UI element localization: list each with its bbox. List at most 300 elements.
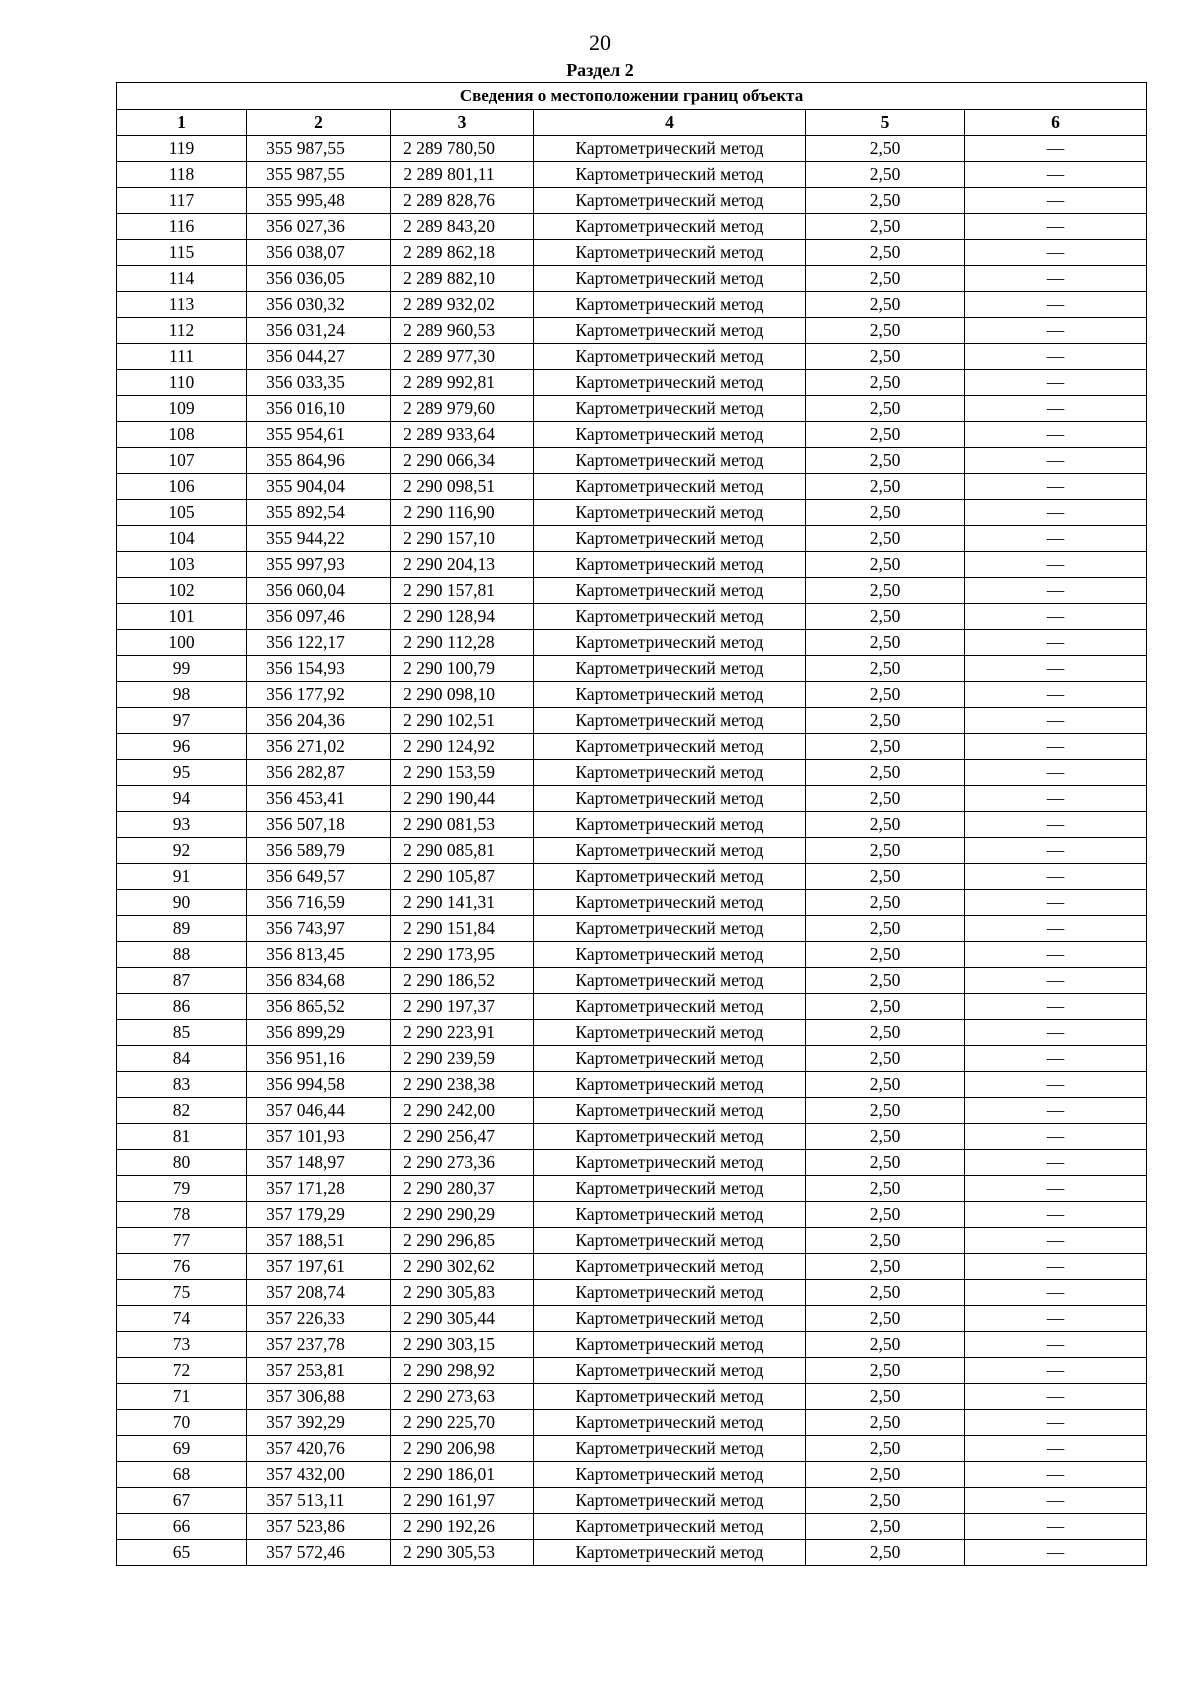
table-row [117, 1124, 1147, 1150]
point-number-cell: 117 [117, 188, 247, 214]
table-row [117, 942, 1147, 968]
accuracy-cell: 2,50 [806, 1254, 965, 1280]
x-coordinate-cell: 356 204,36 [247, 708, 391, 734]
point-number-cell: 83 [117, 1072, 247, 1098]
point-number-cell: 87 [117, 968, 247, 994]
description-cell: — [965, 1462, 1147, 1488]
description-cell: — [965, 1332, 1147, 1358]
x-coordinate-cell: 356 589,79 [247, 838, 391, 864]
table-row [117, 136, 1147, 162]
x-coordinate-cell: 355 997,93 [247, 552, 391, 578]
table-row [117, 1228, 1147, 1254]
point-number-cell: 69 [117, 1436, 247, 1462]
table-body [117, 83, 1147, 1566]
point-number-cell: 106 [117, 474, 247, 500]
x-coordinate-cell: 357 420,76 [247, 1436, 391, 1462]
table-row [117, 578, 1147, 604]
page-number: 20 [589, 30, 611, 55]
method-cell: Картометрический метод [534, 526, 806, 552]
point-number-cell: 104 [117, 526, 247, 552]
method-cell: Картометрический метод [534, 1124, 806, 1150]
method-cell: Картометрический метод [534, 760, 806, 786]
point-number-cell: 115 [117, 240, 247, 266]
y-coordinate-cell: 2 290 098,51 [391, 474, 534, 500]
y-coordinate-cell: 2 290 112,28 [391, 630, 534, 656]
method-cell: Картометрический метод [534, 1046, 806, 1072]
accuracy-cell: 2,50 [806, 1020, 965, 1046]
accuracy-cell: 2,50 [806, 916, 965, 942]
point-number-cell: 73 [117, 1332, 247, 1358]
point-number-cell: 101 [117, 604, 247, 630]
description-cell: — [965, 1488, 1147, 1514]
table-row [117, 916, 1147, 942]
table-row [117, 500, 1147, 526]
description-cell: — [965, 1436, 1147, 1462]
x-coordinate-cell: 356 865,52 [247, 994, 391, 1020]
description-cell: — [965, 1072, 1147, 1098]
accuracy-cell: 2,50 [806, 292, 965, 318]
description-cell: — [965, 1228, 1147, 1254]
method-cell: Картометрический метод [534, 942, 806, 968]
x-coordinate-cell: 357 197,61 [247, 1254, 391, 1280]
accuracy-cell: 2,50 [806, 474, 965, 500]
x-coordinate-cell: 356 743,97 [247, 916, 391, 942]
x-coordinate-cell: 356 097,46 [247, 604, 391, 630]
table-row [117, 1254, 1147, 1280]
table-row [117, 474, 1147, 500]
method-cell: Картометрический метод [534, 994, 806, 1020]
point-number-cell: 105 [117, 500, 247, 526]
accuracy-cell: 2,50 [806, 1462, 965, 1488]
table-row [117, 552, 1147, 578]
accuracy-cell: 2,50 [806, 734, 965, 760]
method-cell: Картометрический метод [534, 1488, 806, 1514]
method-cell: Картометрический метод [534, 318, 806, 344]
table-row [117, 708, 1147, 734]
x-coordinate-cell: 356 031,24 [247, 318, 391, 344]
x-coordinate-cell: 357 253,81 [247, 1358, 391, 1384]
y-coordinate-cell: 2 290 173,95 [391, 942, 534, 968]
table-row [117, 1540, 1147, 1566]
table-row [117, 1176, 1147, 1202]
y-coordinate-cell: 2 289 780,50 [391, 136, 534, 162]
method-cell: Картометрический метод [534, 1514, 806, 1540]
y-coordinate-cell: 2 290 290,29 [391, 1202, 534, 1228]
description-cell: — [965, 916, 1147, 942]
point-number-cell: 84 [117, 1046, 247, 1072]
point-number-cell: 112 [117, 318, 247, 344]
x-coordinate-cell: 356 033,35 [247, 370, 391, 396]
x-coordinate-cell: 357 392,29 [247, 1410, 391, 1436]
point-number-cell: 72 [117, 1358, 247, 1384]
x-coordinate-cell: 357 432,00 [247, 1462, 391, 1488]
y-coordinate-cell: 2 290 100,79 [391, 656, 534, 682]
accuracy-cell: 2,50 [806, 578, 965, 604]
point-number-cell: 81 [117, 1124, 247, 1150]
description-cell: — [965, 786, 1147, 812]
y-coordinate-cell: 2 290 153,59 [391, 760, 534, 786]
point-number-cell: 86 [117, 994, 247, 1020]
table-row [117, 1358, 1147, 1384]
x-coordinate-cell: 355 864,96 [247, 448, 391, 474]
method-cell: Картометрический метод [534, 786, 806, 812]
point-number-cell: 97 [117, 708, 247, 734]
table-row [117, 812, 1147, 838]
accuracy-cell: 2,50 [806, 1150, 965, 1176]
accuracy-cell: 2,50 [806, 656, 965, 682]
x-coordinate-cell: 357 179,29 [247, 1202, 391, 1228]
y-coordinate-cell: 2 290 124,92 [391, 734, 534, 760]
x-coordinate-cell: 356 994,58 [247, 1072, 391, 1098]
description-cell: — [965, 1046, 1147, 1072]
method-cell: Картометрический метод [534, 266, 806, 292]
accuracy-cell: 2,50 [806, 942, 965, 968]
point-number-cell: 76 [117, 1254, 247, 1280]
point-number-cell: 95 [117, 760, 247, 786]
y-coordinate-cell: 2 289 828,76 [391, 188, 534, 214]
point-number-cell: 80 [117, 1150, 247, 1176]
table-row [117, 786, 1147, 812]
x-coordinate-cell: 355 954,61 [247, 422, 391, 448]
y-coordinate-cell: 2 289 882,10 [391, 266, 534, 292]
description-cell: — [965, 604, 1147, 630]
accuracy-cell: 2,50 [806, 1488, 965, 1514]
method-cell: Картометрический метод [534, 474, 806, 500]
method-cell: Картометрический метод [534, 240, 806, 266]
column-header: 5 [806, 110, 965, 136]
method-cell: Картометрический метод [534, 864, 806, 890]
description-cell: — [965, 1540, 1147, 1566]
accuracy-cell: 2,50 [806, 1098, 965, 1124]
accuracy-cell: 2,50 [806, 1306, 965, 1332]
table-row [117, 630, 1147, 656]
y-coordinate-cell: 2 290 256,47 [391, 1124, 534, 1150]
x-coordinate-cell: 356 036,05 [247, 266, 391, 292]
point-number-cell: 68 [117, 1462, 247, 1488]
accuracy-cell: 2,50 [806, 890, 965, 916]
accuracy-cell: 2,50 [806, 604, 965, 630]
accuracy-cell: 2,50 [806, 240, 965, 266]
accuracy-cell: 2,50 [806, 994, 965, 1020]
accuracy-cell: 2,50 [806, 682, 965, 708]
description-cell: — [965, 968, 1147, 994]
accuracy-cell: 2,50 [806, 1410, 965, 1436]
method-cell: Картометрический метод [534, 604, 806, 630]
y-coordinate-cell: 2 290 128,94 [391, 604, 534, 630]
method-cell: Картометрический метод [534, 1254, 806, 1280]
method-cell: Картометрический метод [534, 552, 806, 578]
y-coordinate-cell: 2 290 296,85 [391, 1228, 534, 1254]
table-row [117, 1280, 1147, 1306]
table-row [117, 1202, 1147, 1228]
y-coordinate-cell: 2 289 932,02 [391, 292, 534, 318]
method-cell: Картометрический метод [534, 1384, 806, 1410]
accuracy-cell: 2,50 [806, 838, 965, 864]
method-cell: Картометрический метод [534, 1436, 806, 1462]
accuracy-cell: 2,50 [806, 448, 965, 474]
point-number-cell: 92 [117, 838, 247, 864]
point-number-cell: 65 [117, 1540, 247, 1566]
table-row [117, 864, 1147, 890]
y-coordinate-cell: 2 290 186,52 [391, 968, 534, 994]
method-cell: Картометрический метод [534, 396, 806, 422]
point-number-cell: 119 [117, 136, 247, 162]
description-cell: — [965, 396, 1147, 422]
y-coordinate-cell: 2 290 157,10 [391, 526, 534, 552]
y-coordinate-cell: 2 290 085,81 [391, 838, 534, 864]
description-cell: — [965, 1254, 1147, 1280]
y-coordinate-cell: 2 290 206,98 [391, 1436, 534, 1462]
column-header: 2 [247, 110, 391, 136]
table-caption-row [117, 83, 1147, 110]
table-row [117, 656, 1147, 682]
description-cell: — [965, 864, 1147, 890]
accuracy-cell: 2,50 [806, 396, 965, 422]
description-cell: — [965, 240, 1147, 266]
description-cell: — [965, 1280, 1147, 1306]
description-cell: — [965, 1098, 1147, 1124]
x-coordinate-cell: 356 122,17 [247, 630, 391, 656]
accuracy-cell: 2,50 [806, 1046, 965, 1072]
method-cell: Картометрический метод [534, 630, 806, 656]
x-coordinate-cell: 357 523,86 [247, 1514, 391, 1540]
description-cell: — [965, 708, 1147, 734]
x-coordinate-cell: 356 649,57 [247, 864, 391, 890]
method-cell: Картометрический метод [534, 656, 806, 682]
accuracy-cell: 2,50 [806, 422, 965, 448]
table-row [117, 370, 1147, 396]
description-cell: — [965, 1020, 1147, 1046]
x-coordinate-cell: 356 060,04 [247, 578, 391, 604]
method-cell: Картометрический метод [534, 188, 806, 214]
accuracy-cell: 2,50 [806, 370, 965, 396]
y-coordinate-cell: 2 290 298,92 [391, 1358, 534, 1384]
point-number-cell: 71 [117, 1384, 247, 1410]
point-number-cell: 75 [117, 1280, 247, 1306]
method-cell: Картометрический метод [534, 578, 806, 604]
point-number-cell: 108 [117, 422, 247, 448]
table-row [117, 1436, 1147, 1462]
y-coordinate-cell: 2 290 223,91 [391, 1020, 534, 1046]
description-cell: — [965, 1202, 1147, 1228]
method-cell: Картометрический метод [534, 1462, 806, 1488]
y-coordinate-cell: 2 290 273,36 [391, 1150, 534, 1176]
y-coordinate-cell: 2 290 116,90 [391, 500, 534, 526]
table-row [117, 1306, 1147, 1332]
x-coordinate-cell: 356 813,45 [247, 942, 391, 968]
description-cell: — [965, 630, 1147, 656]
x-coordinate-cell: 356 154,93 [247, 656, 391, 682]
method-cell: Картометрический метод [534, 1306, 806, 1332]
point-number-cell: 118 [117, 162, 247, 188]
point-number-cell: 88 [117, 942, 247, 968]
method-cell: Картометрический метод [534, 1020, 806, 1046]
method-cell: Картометрический метод [534, 812, 806, 838]
accuracy-cell: 2,50 [806, 214, 965, 240]
y-coordinate-cell: 2 290 303,15 [391, 1332, 534, 1358]
description-cell: — [965, 1124, 1147, 1150]
x-coordinate-cell: 357 046,44 [247, 1098, 391, 1124]
accuracy-cell: 2,50 [806, 1358, 965, 1384]
y-coordinate-cell: 2 290 225,70 [391, 1410, 534, 1436]
description-cell: — [965, 1150, 1147, 1176]
table-row [117, 240, 1147, 266]
x-coordinate-cell: 356 027,36 [247, 214, 391, 240]
x-coordinate-cell: 356 716,59 [247, 890, 391, 916]
point-number-cell: 78 [117, 1202, 247, 1228]
y-coordinate-cell: 2 290 238,38 [391, 1072, 534, 1098]
x-coordinate-cell: 357 148,97 [247, 1150, 391, 1176]
description-cell: — [965, 266, 1147, 292]
point-number-cell: 103 [117, 552, 247, 578]
method-cell: Картометрический метод [534, 1098, 806, 1124]
point-number-cell: 102 [117, 578, 247, 604]
method-cell: Картометрический метод [534, 1280, 806, 1306]
column-header: 6 [965, 110, 1147, 136]
point-number-cell: 89 [117, 916, 247, 942]
accuracy-cell: 2,50 [806, 1540, 965, 1566]
table-row [117, 1098, 1147, 1124]
accuracy-cell: 2,50 [806, 552, 965, 578]
method-cell: Картометрический метод [534, 1332, 806, 1358]
method-cell: Картометрический метод [534, 292, 806, 318]
accuracy-cell: 2,50 [806, 1072, 965, 1098]
point-number-cell: 110 [117, 370, 247, 396]
x-coordinate-cell: 355 987,55 [247, 136, 391, 162]
accuracy-cell: 2,50 [806, 1436, 965, 1462]
y-coordinate-cell: 2 289 862,18 [391, 240, 534, 266]
method-cell: Картометрический метод [534, 500, 806, 526]
accuracy-cell: 2,50 [806, 1514, 965, 1540]
x-coordinate-cell: 355 904,04 [247, 474, 391, 500]
table-row [117, 1020, 1147, 1046]
x-coordinate-cell: 357 237,78 [247, 1332, 391, 1358]
x-coordinate-cell: 356 016,10 [247, 396, 391, 422]
method-cell: Картометрический метод [534, 344, 806, 370]
accuracy-cell: 2,50 [806, 1228, 965, 1254]
x-coordinate-cell: 357 101,93 [247, 1124, 391, 1150]
column-header: 1 [117, 110, 247, 136]
description-cell: — [965, 188, 1147, 214]
method-cell: Картометрический метод [534, 214, 806, 240]
description-cell: — [965, 370, 1147, 396]
description-cell: — [965, 942, 1147, 968]
accuracy-cell: 2,50 [806, 1332, 965, 1358]
description-cell: — [965, 1176, 1147, 1202]
point-number-cell: 100 [117, 630, 247, 656]
method-cell: Картометрический метод [534, 136, 806, 162]
table-row [117, 162, 1147, 188]
method-cell: Картометрический метод [534, 890, 806, 916]
y-coordinate-cell: 2 290 273,63 [391, 1384, 534, 1410]
accuracy-cell: 2,50 [806, 786, 965, 812]
column-header: 3 [391, 110, 534, 136]
description-cell: — [965, 1410, 1147, 1436]
method-cell: Картометрический метод [534, 708, 806, 734]
method-cell: Картометрический метод [534, 370, 806, 396]
method-cell: Картометрический метод [534, 916, 806, 942]
method-cell: Картометрический метод [534, 1410, 806, 1436]
table-row [117, 994, 1147, 1020]
x-coordinate-cell: 356 453,41 [247, 786, 391, 812]
table-row [117, 526, 1147, 552]
y-coordinate-cell: 2 290 081,53 [391, 812, 534, 838]
table-row [117, 1462, 1147, 1488]
y-coordinate-cell: 2 290 105,87 [391, 864, 534, 890]
description-cell: — [965, 526, 1147, 552]
description-cell: — [965, 656, 1147, 682]
method-cell: Картометрический метод [534, 1072, 806, 1098]
table-row [117, 734, 1147, 760]
y-coordinate-cell: 2 290 305,83 [391, 1280, 534, 1306]
y-coordinate-cell: 2 289 843,20 [391, 214, 534, 240]
method-cell: Картометрический метод [534, 1228, 806, 1254]
point-number-cell: 74 [117, 1306, 247, 1332]
y-coordinate-cell: 2 290 157,81 [391, 578, 534, 604]
description-cell: — [965, 552, 1147, 578]
table-row [117, 1332, 1147, 1358]
x-coordinate-cell: 357 208,74 [247, 1280, 391, 1306]
accuracy-cell: 2,50 [806, 1124, 965, 1150]
table-row [117, 1384, 1147, 1410]
x-coordinate-cell: 357 572,46 [247, 1540, 391, 1566]
description-cell: — [965, 162, 1147, 188]
description-cell: — [965, 422, 1147, 448]
x-coordinate-cell: 356 038,07 [247, 240, 391, 266]
x-coordinate-cell: 355 987,55 [247, 162, 391, 188]
accuracy-cell: 2,50 [806, 188, 965, 214]
method-cell: Картометрический метод [534, 162, 806, 188]
x-coordinate-cell: 357 188,51 [247, 1228, 391, 1254]
table-row [117, 1046, 1147, 1072]
x-coordinate-cell: 355 995,48 [247, 188, 391, 214]
table-row [117, 760, 1147, 786]
point-number-cell: 85 [117, 1020, 247, 1046]
x-coordinate-cell: 357 306,88 [247, 1384, 391, 1410]
x-coordinate-cell: 356 271,02 [247, 734, 391, 760]
x-coordinate-cell: 356 951,16 [247, 1046, 391, 1072]
table-row [117, 422, 1147, 448]
table-row [117, 682, 1147, 708]
table-row [117, 1514, 1147, 1540]
description-cell: — [965, 318, 1147, 344]
description-cell: — [965, 1384, 1147, 1410]
y-coordinate-cell: 2 290 239,59 [391, 1046, 534, 1072]
y-coordinate-cell: 2 290 204,13 [391, 552, 534, 578]
description-cell: — [965, 344, 1147, 370]
accuracy-cell: 2,50 [806, 266, 965, 292]
x-coordinate-cell: 356 044,27 [247, 344, 391, 370]
y-coordinate-cell: 2 289 801,11 [391, 162, 534, 188]
section-title: Раздел 2 [566, 60, 634, 80]
point-number-cell: 66 [117, 1514, 247, 1540]
table-row [117, 838, 1147, 864]
description-cell: — [965, 1358, 1147, 1384]
accuracy-cell: 2,50 [806, 1384, 965, 1410]
description-cell: — [965, 1514, 1147, 1540]
y-coordinate-cell: 2 290 242,00 [391, 1098, 534, 1124]
x-coordinate-cell: 356 899,29 [247, 1020, 391, 1046]
y-coordinate-cell: 2 290 190,44 [391, 786, 534, 812]
accuracy-cell: 2,50 [806, 708, 965, 734]
description-cell: — [965, 578, 1147, 604]
table-row [117, 266, 1147, 292]
x-coordinate-cell: 356 507,18 [247, 812, 391, 838]
x-coordinate-cell: 357 226,33 [247, 1306, 391, 1332]
y-coordinate-cell: 2 290 141,31 [391, 890, 534, 916]
y-coordinate-cell: 2 290 302,62 [391, 1254, 534, 1280]
method-cell: Картометрический метод [534, 1540, 806, 1566]
